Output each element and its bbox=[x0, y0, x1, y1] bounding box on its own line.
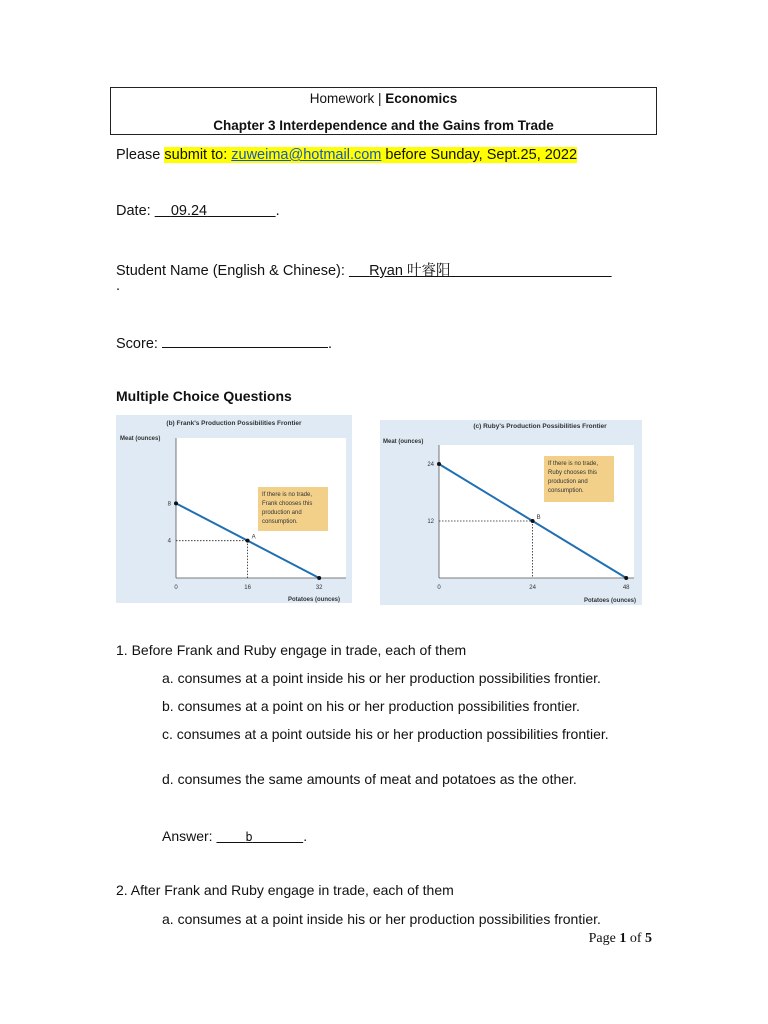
date-end: . bbox=[275, 203, 280, 219]
q1-option-a[interactable]: a. consumes at a point inside his or her production possibilities frontier. bbox=[162, 670, 601, 686]
ruby-x-tick-24: 24 bbox=[529, 585, 536, 591]
ruby-x-tick-48: 48 bbox=[622, 585, 630, 591]
date-value: 09.24 bbox=[170, 203, 208, 219]
frank-ppf-svg bbox=[116, 415, 352, 603]
frank-y-tick-4: 4 bbox=[167, 538, 171, 545]
header-course-prefix: Homework | bbox=[309, 91, 386, 106]
ruby-y-tick-12: 12 bbox=[427, 519, 434, 525]
section-title: Multiple Choice Questions bbox=[116, 388, 292, 404]
date-field[interactable] bbox=[155, 203, 276, 219]
submit-line bbox=[116, 147, 577, 163]
ruby-intercept-x bbox=[624, 576, 628, 580]
submit-highlight bbox=[164, 147, 577, 163]
student-name-label: Student Name (English & Chinese): bbox=[116, 263, 349, 279]
ruby-ppf-svg bbox=[380, 420, 642, 605]
ruby-point-label: B bbox=[536, 515, 541, 521]
frank-annotation-line-2: production and bbox=[262, 510, 302, 516]
question-2: 2. After Frank and Ruby engage in trade, each of them bbox=[116, 882, 454, 898]
frank-y-tick-8: 8 bbox=[167, 501, 171, 508]
email-link[interactable]: zuweima@hotmail.com bbox=[231, 147, 382, 163]
ruby-ppf-chart bbox=[380, 420, 642, 605]
ruby-annotation-line-3: consumption. bbox=[548, 488, 584, 494]
q1-option-b[interactable]: b. consumes at a point on his or her production possibilities frontier. bbox=[162, 698, 580, 714]
submit-highlight-prefix: submit to: bbox=[164, 147, 232, 163]
score-label: Score: bbox=[116, 336, 162, 352]
date-label: Date: bbox=[116, 203, 155, 219]
score-end: . bbox=[327, 336, 332, 352]
q2-option-a[interactable]: a. consumes at a point inside his or her production possibilities frontier. bbox=[162, 911, 601, 927]
frank-x-tick-16: 16 bbox=[244, 585, 251, 591]
ruby-x-axis-label: Potatoes (ounces) bbox=[583, 598, 637, 604]
frank-x-tick-32: 32 bbox=[315, 585, 323, 591]
frank-point-label: A bbox=[251, 534, 256, 541]
score-line bbox=[116, 333, 332, 352]
ruby-annotation-line-2: production and bbox=[548, 479, 588, 485]
q1-option-d[interactable]: d. consumes the same amounts of meat and potatoes as the other. bbox=[162, 771, 577, 787]
frank-point-marker bbox=[246, 539, 250, 543]
ruby-intercept-y bbox=[437, 462, 441, 466]
page-prefix: Page bbox=[588, 931, 620, 946]
header-course bbox=[111, 91, 656, 106]
header-chapter-title: Chapter 3 Interdependence and the Gains from Trade bbox=[213, 118, 554, 133]
student-name-field[interactable] bbox=[349, 263, 612, 279]
header-box bbox=[110, 87, 657, 135]
frank-annotation-line-0: If there is no trade, bbox=[262, 492, 313, 498]
ruby-annotation-line-0: If there is no trade, bbox=[548, 461, 599, 467]
date-line bbox=[116, 203, 280, 219]
frank-y-axis-label: Meat (ounces) bbox=[120, 436, 161, 442]
frank-chart-title: (b) Frank's Production Possibilities Frontier bbox=[166, 420, 302, 427]
ruby-y-axis-label: Meat (ounces) bbox=[383, 439, 424, 445]
q1-answer-end: . bbox=[303, 828, 308, 844]
frank-intercept-x bbox=[317, 576, 321, 580]
frank-x-axis-label: Potatoes (ounces) bbox=[287, 597, 341, 603]
page-of: of bbox=[626, 931, 645, 946]
frank-intercept-y bbox=[174, 501, 178, 505]
question-1: 1. Before Frank and Ruby engage in trade, each of them bbox=[116, 642, 467, 658]
frank-annotation-line-3: consumption. bbox=[262, 519, 298, 525]
ruby-y-tick-24: 24 bbox=[427, 462, 434, 468]
page-number bbox=[589, 931, 652, 947]
ruby-x-tick-0: 0 bbox=[437, 585, 441, 591]
q1-answer-value: b bbox=[245, 830, 253, 844]
submit-prefix: Please bbox=[116, 147, 165, 163]
ruby-chart-title: (c) Ruby's Production Possibilities Frontier bbox=[473, 423, 607, 430]
frank-x-tick-0: 0 bbox=[174, 585, 178, 591]
frank-annotation-line-1: Frank chooses this bbox=[262, 501, 313, 507]
score-field[interactable] bbox=[162, 333, 328, 348]
frank-ppf-chart bbox=[116, 415, 352, 603]
page-total: 5 bbox=[645, 931, 652, 946]
q1-answer-field[interactable] bbox=[216, 830, 303, 844]
q1-answer-line bbox=[162, 828, 307, 844]
student-name-value: Ryan 叶睿阳 bbox=[369, 263, 451, 279]
student-name-end: . bbox=[116, 278, 121, 294]
ruby-point-marker bbox=[531, 519, 535, 523]
header-course-name: Economics bbox=[385, 91, 458, 106]
q1-option-c[interactable]: c. consumes at a point outside his or her production possibilities frontier. bbox=[162, 726, 609, 742]
page-current: 1 bbox=[619, 931, 627, 946]
student-name-line bbox=[116, 259, 612, 280]
q1-answer-label: Answer: bbox=[162, 828, 217, 844]
submit-deadline: before Sunday, Sept.25, 2022 bbox=[381, 147, 578, 163]
ruby-annotation-line-1: Ruby chooses this bbox=[548, 470, 598, 476]
